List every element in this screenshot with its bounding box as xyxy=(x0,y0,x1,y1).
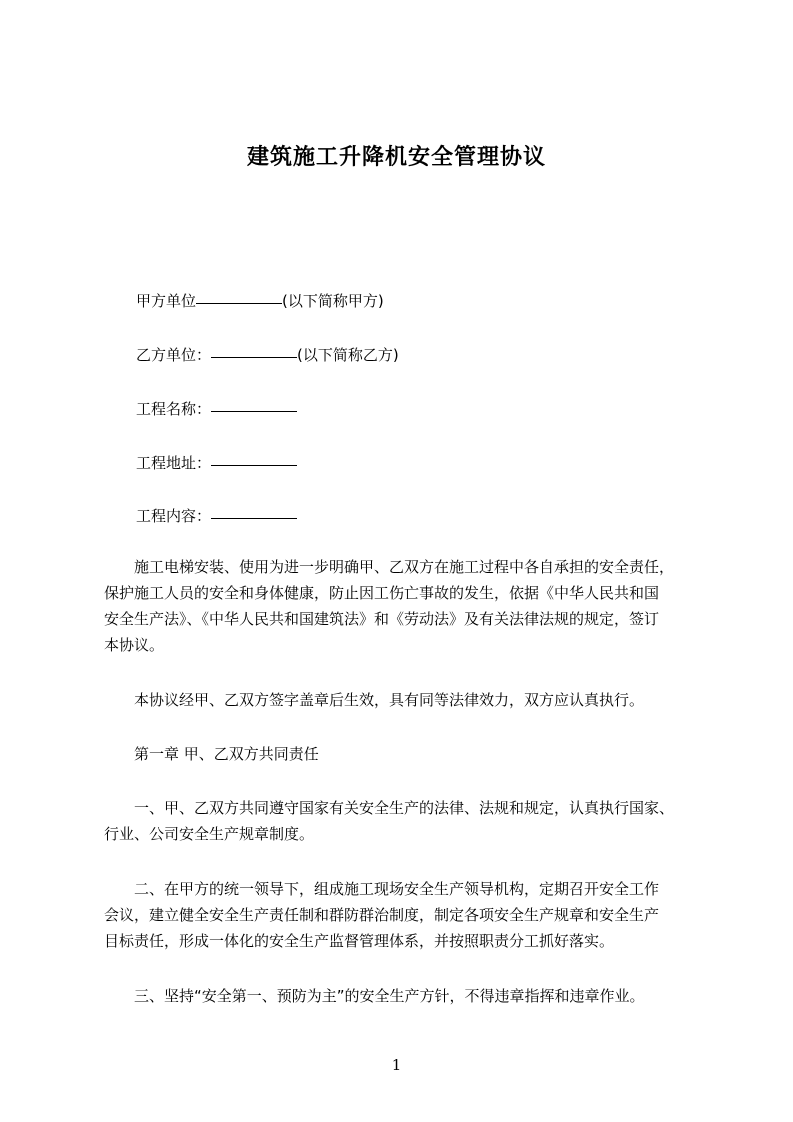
document-title: 建筑施工升降机安全管理协议 xyxy=(246,145,546,170)
project-name-blank xyxy=(211,410,297,412)
clause-2-line: 二、在甲方的统一领导下，组成施工现场安全生产领导机构，定期召开安全工作 xyxy=(104,880,660,898)
chapter-line: 第一章 甲、乙双方共同责任 xyxy=(104,745,319,763)
intro-line: 保护施工人员的安全和身体健康，防止因工伤亡事故的发生，依据《中华人民共和国 xyxy=(104,584,660,602)
effect-paragraph xyxy=(104,687,704,713)
clause-3-line: 三、坚持“安全第一、预防为主”的安全生产方针，不得违章指挥和违章作业。 xyxy=(104,987,645,1005)
clause-1-line: 行业、公司安全生产规章制度。 xyxy=(104,825,315,843)
party-b-label: 乙方单位： xyxy=(136,346,212,364)
clause-2-paragraph xyxy=(104,876,704,954)
clause-1-line: 一、甲、乙双方共同遵守国家有关安全生产的法律、法规和规定，认真执行国家、 xyxy=(104,799,675,817)
party-b-suffix: (以下简称乙方) xyxy=(297,346,399,364)
clause-2-line: 目标责任，形成一体化的安全生产监督管理体系，并按照职责分工抓好落实。 xyxy=(104,932,615,950)
effect-line: 本协议经甲、乙双方签字盖章后生效，具有同等法律效力，双方应认真执行。 xyxy=(104,691,645,709)
project-content-blank xyxy=(211,517,297,519)
party-a-suffix: (以下简称甲方) xyxy=(282,292,384,310)
clause-2-line: 会议，建立健全安全生产责任制和群防群治制度，制定各项安全生产规章和安全生产 xyxy=(104,906,660,924)
intro-line: 本协议。 xyxy=(104,636,165,654)
project-address-field xyxy=(136,452,297,473)
project-name-label: 工程名称： xyxy=(136,400,212,418)
party-a-label: 甲方单位 xyxy=(136,292,197,310)
intro-paragraph xyxy=(104,554,704,658)
party-a-blank xyxy=(196,302,282,304)
intro-line: 安全生产法》、《中华人民共和国建筑法》和《劳动法》及有关法律法规的规定，签订 xyxy=(104,610,660,628)
project-content-label: 工程内容： xyxy=(136,507,212,525)
page-number: 1 xyxy=(391,1056,402,1074)
party-b-blank xyxy=(211,356,297,358)
clause-3-paragraph xyxy=(104,983,704,1009)
chapter-heading xyxy=(104,741,704,767)
project-name-field xyxy=(136,398,297,419)
party-b-field xyxy=(136,344,399,365)
project-address-label: 工程地址： xyxy=(136,454,212,472)
intro-line: 施工电梯安装、使用为进一步明确甲、乙双方在施工过程中各自承担的安全责任， xyxy=(104,558,675,576)
project-address-blank xyxy=(211,464,297,466)
project-content-field xyxy=(136,505,297,526)
clause-1-paragraph xyxy=(104,795,704,847)
party-a-field xyxy=(136,290,384,311)
